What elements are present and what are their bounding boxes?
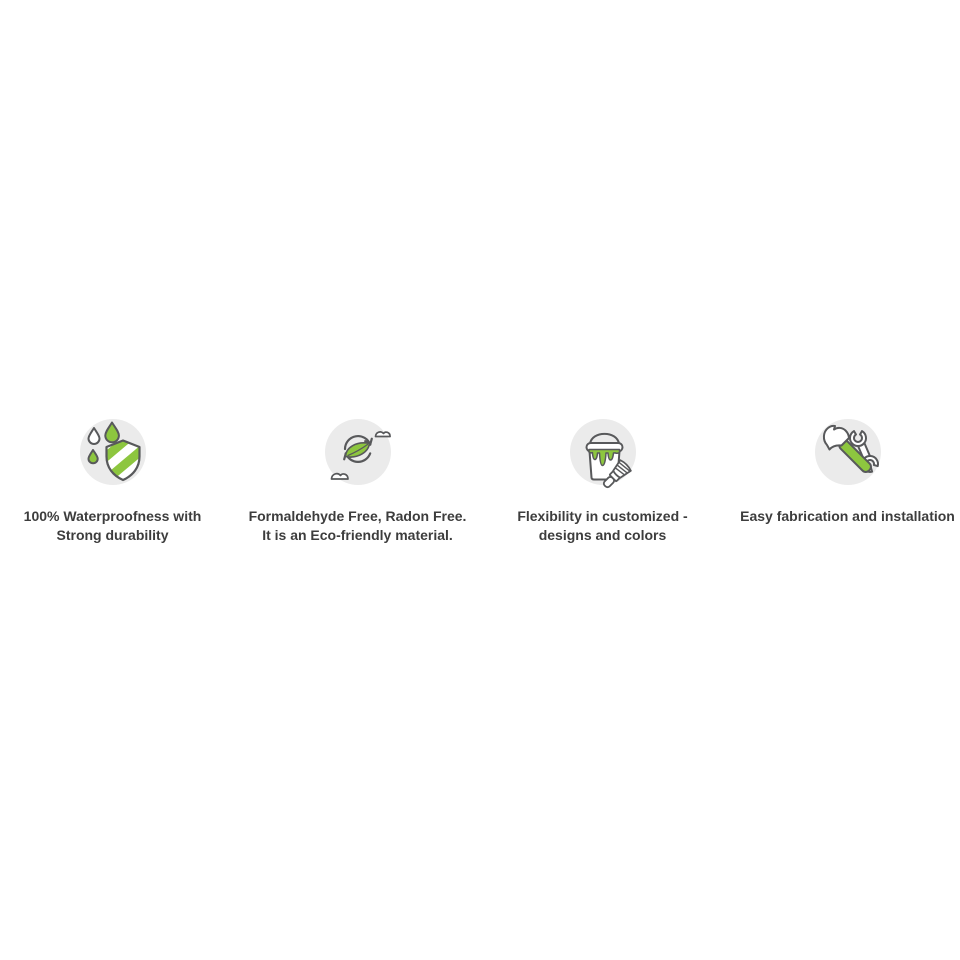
- eco-recycle-leaf-icon: [325, 419, 391, 485]
- paint-bucket-brush-icon: [570, 419, 636, 485]
- feature-card-waterproof: [0, 419, 235, 545]
- feature-caption-line: Easy fabrication and installation: [740, 508, 955, 524]
- feature-caption-line: Formaldehyde Free, Radon Free.: [248, 508, 467, 524]
- feature-caption: [480, 507, 725, 545]
- feature-card-eco: [235, 419, 480, 545]
- feature-caption-line: It is an Eco-friendly material.: [262, 527, 453, 543]
- waterproof-shield-icon: [80, 419, 146, 485]
- hammer-wrench-icon: [815, 419, 881, 485]
- feature-caption: [235, 507, 480, 545]
- feature-caption-line: 100% Waterproofness with: [23, 508, 202, 524]
- feature-caption-line: designs and colors: [538, 527, 667, 543]
- feature-card-install: [725, 419, 960, 545]
- feature-caption: [0, 507, 235, 545]
- feature-strip: [0, 419, 960, 545]
- feature-caption: [725, 507, 960, 526]
- feature-caption-line: Flexibility in customized -: [517, 508, 688, 524]
- feature-card-design: [480, 419, 725, 545]
- feature-caption-line: Strong durability: [56, 527, 169, 543]
